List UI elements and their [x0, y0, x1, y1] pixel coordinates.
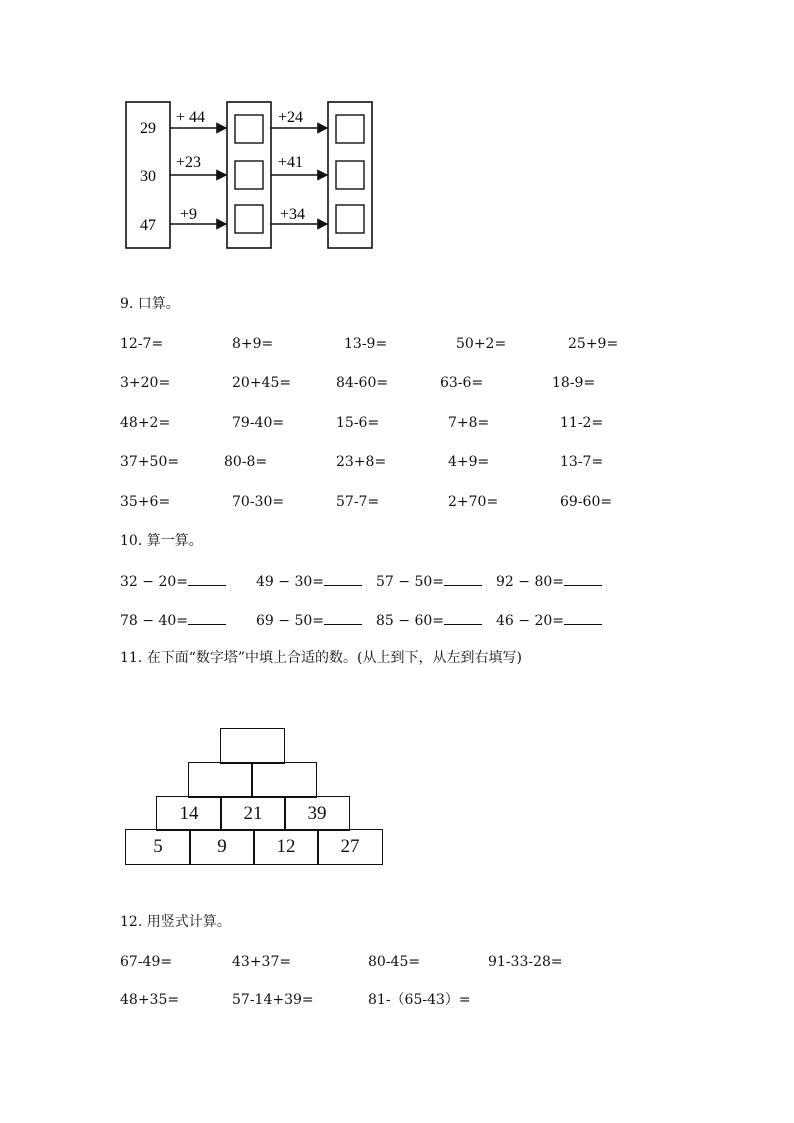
answer-box-right-3[interactable]: [336, 205, 364, 233]
q9-r4-c5: 13-7=: [560, 454, 604, 470]
q9-r5-c4: 2+70=: [448, 494, 499, 510]
q9-r3-c3: 15-6=: [336, 415, 380, 431]
answer-box-mid-3[interactable]: [235, 205, 263, 233]
q10-r2-c3: [376, 612, 482, 629]
op-label-1a: + 44: [176, 109, 206, 126]
answer-box-right-1[interactable]: [336, 115, 364, 143]
q10-r2-c1: [120, 612, 226, 629]
q12-title: 12. 用竖式计算。: [120, 914, 231, 930]
answer-blank[interactable]: [188, 573, 226, 586]
start-value-2: 30: [140, 168, 156, 185]
q9-r4-c2: 80-8=: [224, 454, 268, 470]
pyramid-cell-row4-2: 9: [189, 829, 255, 865]
q12-r1-c3: 80-45=: [368, 954, 421, 970]
answer-box-right-2[interactable]: [336, 161, 364, 189]
q12-r1-c2: 43+37=: [232, 954, 292, 970]
q12-r1-c4: 91-33-28=: [488, 954, 563, 970]
q10-expr: 49 − 30=: [256, 574, 324, 590]
pyramid-cell-row4-3: 12: [253, 829, 319, 865]
q10-r1-c3: [376, 573, 482, 590]
q10-expr: 32 − 20=: [120, 574, 188, 590]
addition-chain-diagram: [120, 95, 390, 255]
q9-r2-c2: 20+45=: [232, 375, 292, 391]
q10-expr: 78 − 40=: [120, 613, 188, 629]
answer-blank[interactable]: [444, 612, 482, 625]
q9-r5-c3: 57-7=: [336, 494, 380, 510]
q9-r2-c1: 3+20=: [120, 375, 171, 391]
pyramid-cell-row2-1[interactable]: [188, 762, 253, 798]
answer-blank[interactable]: [324, 573, 362, 586]
q9-r2-c5: 18-9=: [552, 375, 596, 391]
answer-blank[interactable]: [564, 612, 602, 625]
q9-r4-c1: 37+50=: [120, 454, 180, 470]
q9-r4-c4: 4+9=: [448, 454, 490, 470]
start-value-1: 29: [140, 120, 156, 137]
q10-expr: 69 − 50=: [256, 613, 324, 629]
q12-r2-c1: 48+35=: [120, 992, 180, 1008]
q10-expr: 46 − 20=: [496, 613, 564, 629]
op-label-2b: +41: [278, 154, 304, 171]
q9-r3-c1: 48+2=: [120, 415, 171, 431]
q9-title: 9. 口算。: [120, 296, 180, 312]
q9-r4-c3: 23+8=: [336, 454, 387, 470]
pyramid-cell-row4-4: 27: [317, 829, 383, 865]
pyramid-cell-row4-1: 5: [125, 829, 191, 865]
pyramid-cell-row3-3: 39: [284, 796, 350, 831]
q9-r3-c5: 11-2=: [560, 415, 604, 431]
pyramid-cell-top[interactable]: [220, 728, 285, 764]
q9-r2-c3: 84-60=: [336, 375, 389, 391]
q10-expr: 57 − 50=: [376, 574, 444, 590]
answer-blank[interactable]: [188, 612, 226, 625]
answer-blank[interactable]: [564, 573, 602, 586]
q9-r1-c1: 12-7=: [120, 336, 164, 352]
q10-r1-c1: [120, 573, 226, 590]
q9-r1-c4: 50+2=: [456, 336, 507, 352]
pyramid-cell-row2-2[interactable]: [251, 762, 317, 798]
q10-r1-c4: [496, 573, 602, 590]
q10-expr: 85 − 60=: [376, 613, 444, 629]
q10-r2-c4: [496, 612, 602, 629]
q9-r2-c4: 63-6=: [440, 375, 484, 391]
op-label-3b: +34: [280, 206, 306, 223]
op-label-3a: +9: [180, 206, 198, 223]
q10-expr: 92 − 80=: [496, 574, 564, 590]
q12-r1-c1: 67-49=: [120, 954, 173, 970]
middle-column-box: [227, 102, 271, 248]
pyramid-cell-row3-1: 14: [156, 796, 222, 831]
q10-r1-c2: [256, 573, 362, 590]
q9-r5-c5: 69-60=: [560, 494, 613, 510]
right-column-box: [328, 102, 372, 248]
op-label-1b: +24: [278, 109, 304, 126]
q10-r2-c2: [256, 612, 362, 629]
q9-r1-c3: 13-9=: [344, 336, 388, 352]
start-value-3: 47: [140, 217, 156, 234]
pyramid-cell-row3-2: 21: [220, 796, 286, 831]
op-label-2a: +23: [176, 154, 202, 171]
q9-r3-c4: 7+8=: [448, 415, 490, 431]
q9-r1-c5: 25+9=: [568, 336, 619, 352]
q9-r3-c2: 79-40=: [232, 415, 285, 431]
q10-title: 10. 算一算。: [120, 533, 203, 549]
q12-r2-c3: 81-（65-43）=: [368, 992, 471, 1008]
answer-box-mid-1[interactable]: [235, 115, 263, 143]
q12-r2-c2: 57-14+39=: [232, 992, 314, 1008]
answer-box-mid-2[interactable]: [235, 161, 263, 189]
answer-blank[interactable]: [444, 573, 482, 586]
q9-r1-c2: 8+9=: [232, 336, 274, 352]
answer-blank[interactable]: [324, 612, 362, 625]
q11-title: 11. 在下面“数字塔”中填上合适的数。(从上到下，从左到右填写): [120, 650, 522, 666]
q9-r5-c1: 35+6=: [120, 494, 171, 510]
q9-r5-c2: 70-30=: [232, 494, 285, 510]
